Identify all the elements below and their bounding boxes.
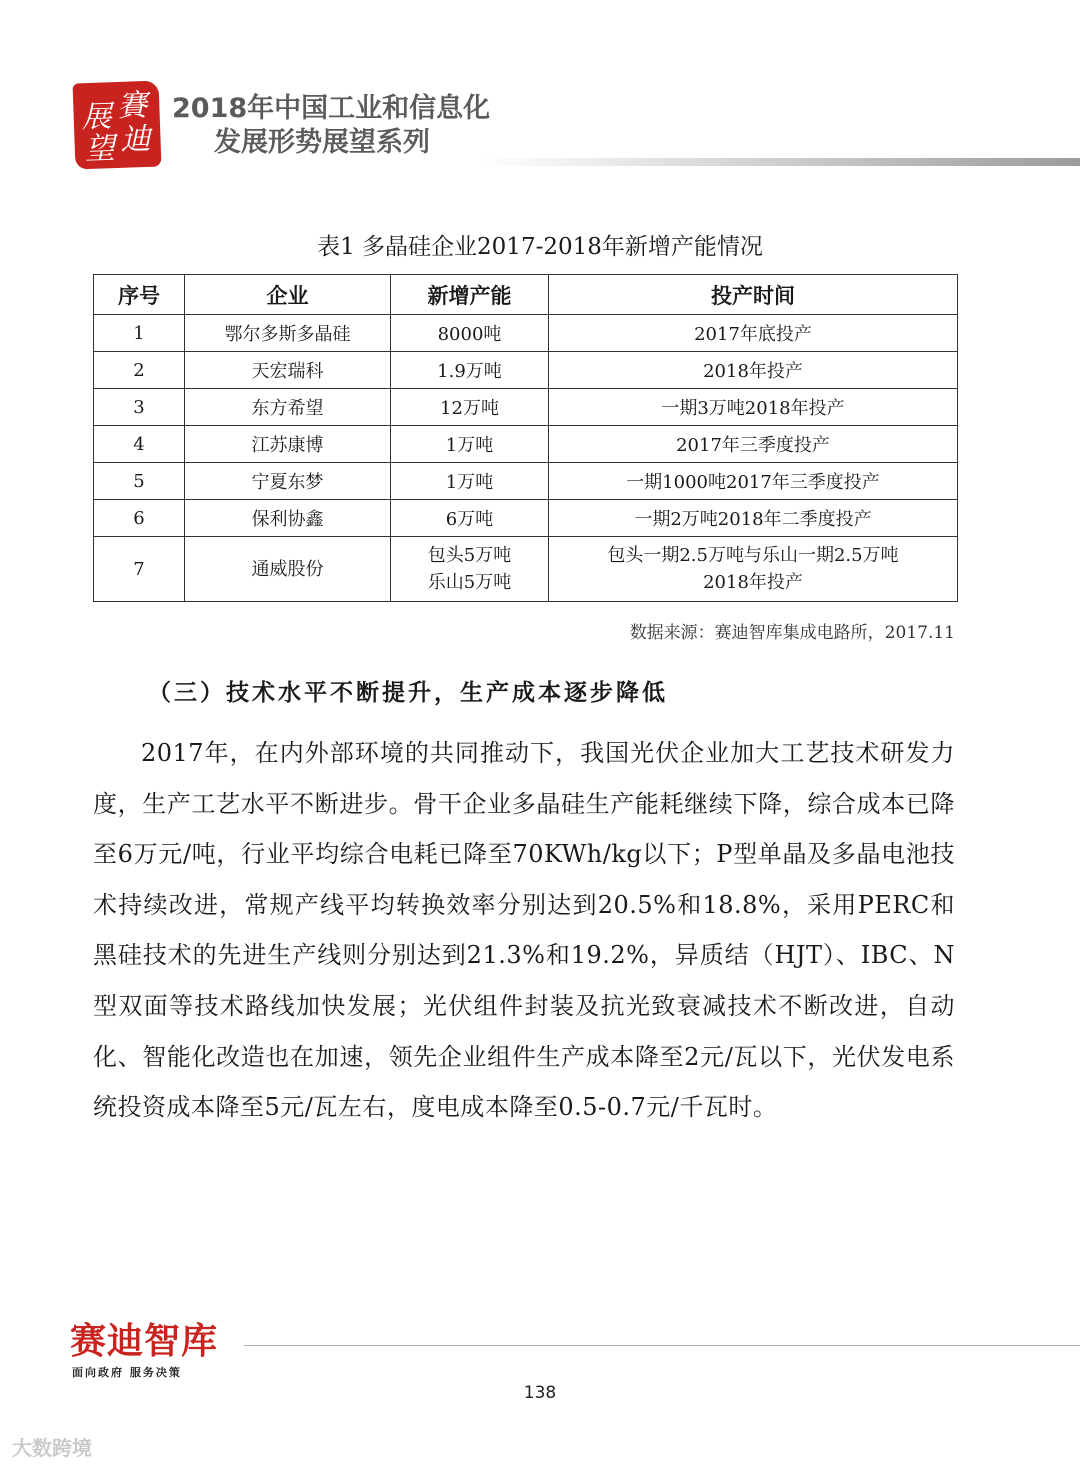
cell-company: 保利协鑫 — [185, 500, 391, 537]
cell-capacity: 1万吨 — [391, 426, 549, 463]
cell-company: 宁夏东梦 — [185, 463, 391, 500]
cell-no: 5 — [94, 463, 185, 500]
data-source-note: 数据来源：赛迪智库集成电路所，2017.11 — [629, 623, 955, 643]
table-row — [94, 352, 958, 389]
cell-time-line: 包头一期2.5万吨与乐山一期2.5万吨 — [607, 545, 899, 566]
column-header: 投产时间 — [549, 275, 958, 315]
seal-char: 賽 — [116, 87, 148, 124]
saidi-think-tank-logo: 赛迪智库 — [70, 1321, 219, 1362]
column-header: 序号 — [94, 275, 185, 315]
cell-time: 2017年底投产 — [549, 315, 958, 352]
seal-char: 展 — [81, 99, 113, 136]
cell-time: 一期3万吨2018年投产 — [549, 389, 958, 426]
column-header: 企业 — [185, 275, 391, 315]
cell-no: 4 — [94, 426, 185, 463]
body-paragraph-block — [93, 728, 955, 1133]
cell-time: 2018年投产 — [549, 352, 958, 389]
cell-capacity-line: 包头5万吨 — [427, 545, 512, 566]
header-title — [172, 92, 490, 160]
body-paragraph: 2017年，在内外部环境的共同推动下，我国光伏企业加大工艺技术研发力度，生产工艺水平不断进步。骨干企业多晶硅生产能耗继续下降，综合成本已降至6万元/吨，行业平均综合电耗已降至70KWh/kg以下；P型单晶及多晶电池技术持续改进，常规产线平均转换效率分别达到20.5%和18.8%，采用PERC和黑硅技术的先进生产线则分别达到21.3%和19.2%，异质结（HJT）、IBC、N型双面等技术路线加快发展；光伏组件封装及抗光致衰减技术不断改进，自动化、智能化改造也在加速，领先企业组件生产成本降至2元/瓦以下，光伏发电系统投资成本降至5元/瓦左右，度电成本降至0.5-0.7元/千瓦时。 — [93, 739, 955, 1122]
cell-capacity — [391, 537, 549, 602]
cell-capacity: 6万吨 — [391, 500, 549, 537]
cell-time — [549, 537, 958, 602]
cell-time: 一期1000吨2017年三季度投产 — [549, 463, 958, 500]
cell-company: 江苏康博 — [185, 426, 391, 463]
header-title-line2: 发展形势展望系列 — [214, 127, 430, 158]
cell-no: 6 — [94, 500, 185, 537]
cell-company: 东方希望 — [185, 389, 391, 426]
cell-capacity: 8000吨 — [391, 315, 549, 352]
cell-capacity: 1万吨 — [391, 463, 549, 500]
header-title-line1: 2018年中国工业和信息化 — [172, 93, 491, 124]
footer-slogan: 面向政府 服务决策 — [72, 1366, 182, 1379]
cell-capacity-line: 乐山5万吨 — [427, 572, 512, 593]
watermark: 大数跨境 — [12, 1436, 92, 1460]
seal-char: 迪 — [119, 121, 152, 158]
cell-capacity: 1.9万吨 — [391, 352, 549, 389]
cell-capacity: 12万吨 — [391, 389, 549, 426]
cell-no: 1 — [94, 315, 185, 352]
table-row — [94, 426, 958, 463]
table-row — [94, 389, 958, 426]
table-header-row — [94, 275, 958, 315]
table-row — [94, 500, 958, 537]
cell-no: 3 — [94, 389, 185, 426]
footer-divider — [244, 1345, 1080, 1346]
cell-time: 2017年三季度投产 — [549, 426, 958, 463]
table-row — [94, 315, 958, 352]
cell-time-line: 2018年投产 — [703, 572, 803, 593]
capacity-table — [93, 274, 958, 602]
cell-no: 7 — [94, 537, 185, 602]
seal-char: 望 — [84, 131, 116, 168]
table-row — [94, 463, 958, 500]
cell-company: 通威股份 — [185, 537, 391, 602]
column-header: 新增产能 — [391, 275, 549, 315]
cell-company: 天宏瑞科 — [185, 352, 391, 389]
table-row — [94, 537, 958, 602]
header-divider — [480, 158, 1080, 166]
page-number: 138 — [523, 1383, 557, 1403]
cell-no: 2 — [94, 352, 185, 389]
saidi-seal-logo — [73, 81, 162, 170]
cell-company: 鄂尔多斯多晶硅 — [185, 315, 391, 352]
table-caption: 表1 多晶硅企业2017-2018年新增产能情况 — [317, 234, 763, 260]
section-heading: （三）技术水平不断提升，生产成本逐步降低 — [148, 680, 668, 706]
cell-time: 一期2万吨2018年二季度投产 — [549, 500, 958, 537]
